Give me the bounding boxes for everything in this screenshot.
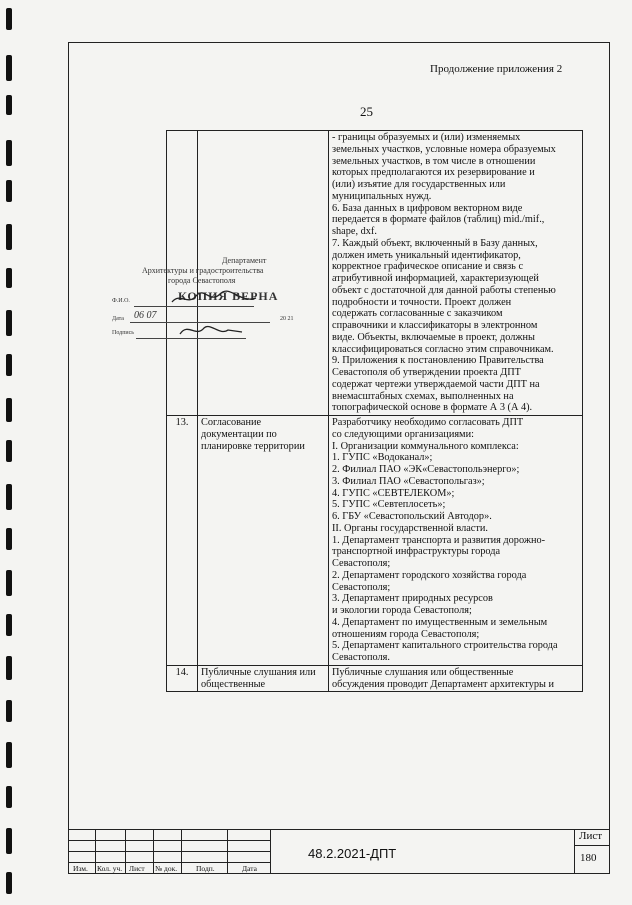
table-row: [167, 665, 583, 692]
content-line: атрибутивной информацией, характеризующей: [332, 273, 539, 284]
content-line: обсуждения проводит Департамент архитектуры и: [332, 678, 555, 690]
signature-icon: [176, 320, 246, 340]
content-line: 9. Приложения к постановлению Правительства: [332, 355, 544, 367]
stamp-department: Департамент: [222, 256, 267, 265]
content-line: виде. Объекты, включаемые в проект, должны: [332, 331, 535, 343]
content-line: 3. Филиал ПАО «Севастопольгаз»;: [332, 475, 485, 487]
content-line: (или) изъятие для государственных или: [332, 179, 506, 190]
row-content: [329, 416, 583, 666]
content-line: со следующими организациями:: [332, 428, 474, 440]
content-line: которых предполагаются их резервирование и: [332, 167, 535, 179]
content-line: Севастополя;: [332, 558, 391, 569]
row-content: [329, 131, 583, 416]
stamp-fio-label: Ф.И.О.: [112, 298, 130, 304]
content-line: 1. Департамент транспорта и развития дорожно-: [332, 534, 546, 546]
content-line: корректное графическое описание и связь с: [332, 261, 524, 273]
requirements-table: [166, 130, 583, 692]
content-line: Разработчику необходимо согласовать ДПТ: [332, 417, 524, 428]
content-line: классифицироваться согласно этим справочникам.: [332, 343, 554, 355]
stamp-date-value: 06 07: [134, 310, 157, 321]
content-line: 4. Департамент по имущественным и земельным: [332, 616, 548, 628]
copy-certified-stamp: [112, 254, 312, 344]
content-line: 7. Каждый объект, включенный в Базу данных,: [332, 237, 538, 249]
table-row: [167, 416, 583, 666]
sheet-label: Лист: [579, 830, 603, 842]
continuation-note: Продолжение приложения 2: [430, 63, 563, 75]
content-line: содержать согласованные с заказчиком: [332, 308, 503, 320]
content-line: транспортной инфраструктуры города: [332, 546, 501, 558]
stamp-copy-true: КОПИЯ ВЕРНА: [178, 289, 279, 303]
stamp-date-label: Дата: [112, 316, 124, 322]
content-line: внемасштабных схемах, выполненных на: [332, 390, 514, 402]
content-line: объект с достаточной для данной работы степенью: [332, 284, 556, 296]
content-line: Севастополя.: [332, 652, 390, 663]
stamp-sign-label: Подпись: [112, 330, 135, 336]
content-line: содержат чертежи утверждаемой части ДПТ на: [332, 378, 540, 390]
content-line: 5. Департамент капитального строительства города: [332, 640, 558, 652]
content-line: shape, dxf.: [332, 226, 377, 237]
content-line: и экологии города Севастополя;: [332, 605, 472, 616]
row-name: Публичные слушания или общественные: [198, 665, 329, 692]
content-line: Севастополя об утверждении проекта ДПТ: [332, 367, 521, 378]
content-line: II. Органы государственной власти.: [332, 522, 488, 534]
page-number: 25: [360, 104, 373, 119]
content-line: топографической основе в формате А 3 (А 4).: [332, 402, 533, 414]
content-line: муниципальных нужд.: [332, 190, 432, 202]
content-line: Публичные слушания или общественные: [332, 666, 514, 678]
document-code: 48.2.2021-ДПТ: [308, 846, 397, 861]
tb-label-list: Лист: [129, 864, 145, 873]
stamp-year: 20 21: [280, 316, 294, 322]
content-line: земельных участков, условные номера образуемых: [332, 143, 556, 155]
content-line: Севастополя;: [332, 581, 391, 593]
tb-label-kol: Кол. уч.: [97, 864, 123, 873]
row-number: 13.: [167, 416, 198, 666]
content-line: 2. Департамент городского хозяйства города: [332, 569, 527, 581]
content-line: 4. ГУПС «СЕВТЕЛЕКОМ»;: [332, 487, 455, 499]
stamp-city: города Севастополя: [168, 276, 236, 285]
tb-label-doc: № док.: [155, 864, 178, 873]
content-line: - границы образуемых и (или) изменяемых: [332, 132, 521, 143]
row-number: 14.: [167, 665, 198, 692]
tb-label-date: Дата: [242, 864, 257, 873]
content-line: 6. ГБУ «Севастопольский Автодор».: [332, 511, 492, 522]
tb-label-sign: Подп.: [196, 864, 215, 873]
content-line: земельных участков, в том числе в отношении: [332, 155, 536, 167]
content-line: 3. Департамент природных ресурсов: [332, 593, 493, 605]
content-line: 5. ГУПС «Севтеплосеть»;: [332, 499, 446, 511]
content-line: 1. ГУПС «Водоканал»;: [332, 452, 433, 464]
sheet-number: 180: [580, 852, 597, 864]
signature-icon: [170, 290, 260, 308]
content-line: подробности и точности. Проект должен: [332, 296, 512, 308]
content-line: I. Организации коммунального комплекса:: [332, 440, 519, 452]
content-line: 6. База данных в цифровом векторном виде: [332, 202, 523, 214]
binding-marks: [6, 0, 16, 905]
row-name: Согласование документации по планировке территории: [198, 416, 329, 666]
content-line: 2. Филиал ПАО «ЭК«Севастопольэнерго»;: [332, 464, 520, 475]
row-content: [329, 665, 583, 692]
content-line: отношениям города Севастополя;: [332, 628, 480, 640]
content-line: передается в формате файлов (таблиц) mid./mif.,: [332, 214, 545, 226]
stamp-org: Архитектуры и градостроительства: [142, 266, 264, 275]
content-line: должен иметь уникальный идентификатор,: [332, 249, 521, 261]
tb-label-izm: Изм.: [73, 864, 88, 873]
content-line: справочники и классификаторы в электронном: [332, 320, 538, 331]
